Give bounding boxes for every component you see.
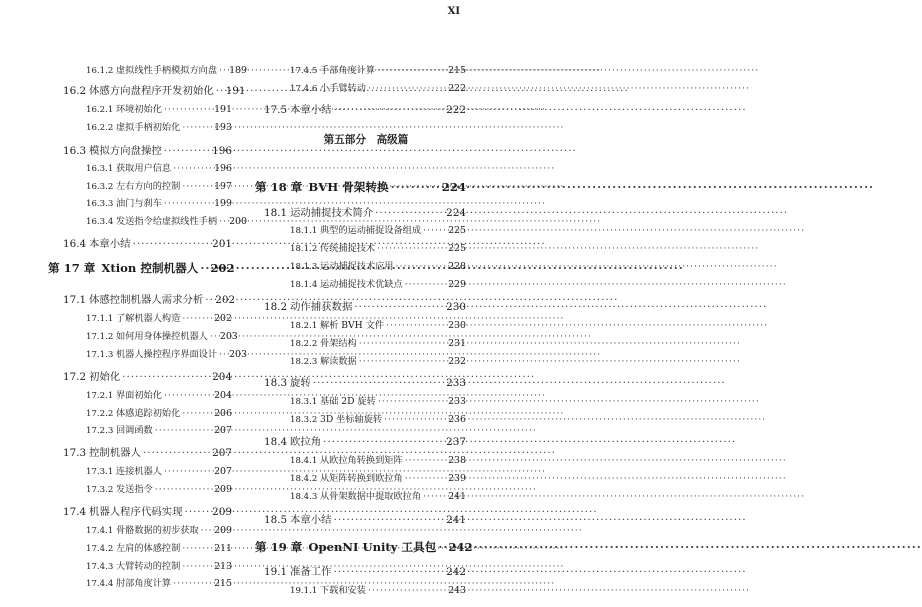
toc-entry-number: 18.1 [264,207,288,219]
toc-entry-18[interactable] [255,181,466,194]
toc-entry-page: 211 [214,543,232,554]
toc-entry-title: 肘部角度计算 [116,578,172,589]
toc-entry-17-2-2[interactable] [86,407,232,421]
toc-entry-17-4-2[interactable] [86,542,232,556]
dot-leader [216,85,224,98]
toc-entry-18-2-1[interactable] [290,319,466,333]
toc-entry-18-5[interactable] [264,514,466,527]
dot-leader [182,407,212,420]
toc-entry-title: 控制机器人 [89,447,141,459]
toc-entry-18-3[interactable] [264,377,466,390]
toc-entry-number: 18.2.2 [290,339,318,349]
toc-entry-17-5[interactable] [264,104,466,117]
toc-entry-page: 196 [214,163,232,174]
toc-entry-number: 18.1.3 [290,262,318,272]
toc-entry-page: 228 [448,261,466,272]
toc-entry-page: 213 [214,561,232,572]
toc-entry-16-2[interactable] [63,85,246,98]
toc-entry-number: 第 18 章 [255,180,303,194]
toc-entry-17-2-3[interactable] [86,424,232,438]
dot-leader [164,197,212,210]
toc-entry-18-2-2[interactable] [290,337,466,351]
toc-entry-number: 17.5 [264,104,288,116]
dot-leader [323,436,444,449]
toc-entry-page: 202 [214,313,232,324]
toc-entry-title: 基础 2D 旋转 [320,396,376,407]
toc-entry-title: 回调函数 [116,425,153,436]
toc-entry-title: OpenNI Unity 工具包 [308,540,437,554]
toc-entry-number: 18.4 [264,436,288,448]
toc-entry-title: 环境初始化 [116,104,162,115]
toc-entry-title: 界面初始化 [116,390,162,401]
toc-entry-number: 18.2.1 [290,321,318,331]
dot-leader [313,377,444,390]
toc-entry-number: 第 19 章 [255,540,303,554]
toc-entry-page: 202 [215,294,236,306]
toc-entry-16-3-2[interactable] [86,180,232,194]
part-heading: 第五部分 高级篇 [323,134,409,146]
toc-entry-number: 18.1.1 [290,226,318,236]
toc-entry-number: 18.4.3 [290,492,318,502]
toc-entry-number: 17.4 [63,506,87,518]
toc-entry-page: 236 [448,414,466,425]
toc-entry-title: 骨骼数据的初步获取 [116,525,199,536]
toc-entry-title: 初始化 [89,371,121,383]
toc-entry-number: 17.3.1 [86,467,114,477]
toc-entry-number: 17.1.3 [86,350,114,360]
toc-entry-number: 18.4.1 [290,456,318,466]
toc-entry-page: 242 [448,540,473,554]
toc-entry-18-1-2[interactable] [290,242,466,256]
toc-entry-page: 231 [448,338,466,349]
dot-leader [122,371,210,384]
toc-entry-17-2-1[interactable] [86,389,232,403]
toc-entry-number: 17.3 [63,447,87,459]
toc-entry-page: 242 [446,566,466,578]
toc-entry-number: 第 17 章 [48,261,96,275]
dot-leader [438,541,446,554]
toc-entry-number: 16.2.1 [86,105,114,115]
toc-entry-page: 225 [448,225,466,236]
toc-entry-page: 204 [214,390,232,401]
dot-leader [334,514,445,527]
dot-leader [405,278,446,291]
dot-leader [334,104,445,117]
toc-entry-18-1[interactable] [264,207,466,220]
toc-entry-17-4-1[interactable] [86,524,232,538]
toc-entry-number: 17.4.2 [86,544,114,554]
dot-leader [354,301,444,314]
toc-entry-19-1[interactable] [264,566,466,579]
dot-leader [155,424,212,437]
toc-entry-title: 从矩阵转换到欧拉角 [320,473,403,484]
toc-entry-page: 196 [212,145,232,157]
toc-entry-title: 左右方向的控制 [116,181,181,192]
dot-leader [334,566,445,579]
toc-entry-number: 18.5 [264,514,288,526]
toc-entry-page: 203 [229,349,247,360]
dot-leader [182,121,212,134]
dot-leader [173,162,212,175]
toc-entry-17-1-1[interactable] [86,312,232,326]
toc-entry-17-3[interactable] [63,447,232,460]
toc-entry-title: 虚拟手柄初始化 [116,122,181,133]
dot-leader [368,584,446,597]
toc-entry-title: 油门与刹车 [116,198,162,209]
toc-entry-18-1-3[interactable] [290,260,466,274]
toc-entry-17-1[interactable] [63,294,236,307]
toc-entry-number: 17.4.5 [290,66,318,76]
toc-entry-page: 191 [225,85,246,97]
toc-entry-page: 209 [214,525,232,536]
toc-entry-page: 209 [214,484,232,495]
toc-entry-page: 207 [214,425,232,436]
toc-entry-title: 如何用身体操控机器人 [116,331,208,342]
toc-entry-title: 解读数据 [320,356,357,367]
toc-entry-title: 体感追踪初始化 [116,408,181,419]
toc-entry-page: 197 [214,181,232,192]
dot-leader [210,330,218,343]
dot-leader [396,260,447,273]
toc-entry-title: 典型的运动捕捉设备组成 [320,225,422,236]
toc-entry-title: 发送指令给虚拟线性手柄 [116,216,218,227]
toc-entry-number: 16.3.2 [86,182,114,192]
toc-entry-page: 229 [448,279,466,290]
toc-entry-page: 239 [448,473,466,484]
toc-entry-page: 241 [448,491,466,502]
toc-entry-18-1-4[interactable] [290,278,466,292]
toc-entry-17-4-4[interactable] [86,577,232,591]
toc-entry-title: 左肩的体感控制 [116,543,181,554]
toc-entry-number: 17.3.2 [86,485,114,495]
toc-entry-page: 199 [214,198,232,209]
dot-leader [377,64,446,77]
dot-leader [377,242,446,255]
toc-entry-title: Xtion 控制机器人 [101,261,199,275]
toc-entry-19[interactable] [255,540,473,554]
toc-entry-17-1-3[interactable] [86,348,247,362]
toc-entry-page: 237 [446,436,466,448]
toc-entry-page: 209 [212,506,232,518]
toc-entry-number: 18.1.2 [290,244,318,254]
toc-entry-page: 215 [448,65,466,76]
toc-entry-page: 243 [448,585,466,596]
toc-entry-17-3-2[interactable] [86,483,232,497]
dot-leader [173,577,212,590]
toc-entry-title: 运动捕捉技术应用 [320,261,394,272]
toc-entry-18-4[interactable] [264,436,466,449]
dot-leader [384,413,446,426]
toc-entry-title: 运动捕捉技术优缺点 [320,279,403,290]
toc-entry-number: 17.1 [63,294,87,306]
toc-entry-17-4-6[interactable] [290,82,466,96]
dot-leader [219,348,227,361]
toc-entry-page: 206 [214,408,232,419]
toc-entry-16-4[interactable] [63,238,232,251]
dot-leader [378,395,446,408]
toc-entry-page: 202 [210,261,235,275]
toc-entry-title: 大臂转动的控制 [116,561,181,572]
toc-entry-title: 发送指令 [116,484,153,495]
toc-entry-page: 204 [212,371,232,383]
toc-entry-number: 16.3.1 [86,164,114,174]
toc-entry-16-1-2[interactable] [86,64,247,78]
toc-entry-page: 215 [214,578,232,589]
page-number: XI [447,6,460,17]
dot-leader [182,312,212,325]
toc-entry-title: 动作捕获数据 [290,301,353,313]
toc-entry-title: 本章小结 [290,514,332,526]
dot-leader [182,180,212,193]
dot-leader [182,542,212,555]
toc-entry-number: 18.2.3 [290,357,318,367]
toc-entry-title: 了解机器人构造 [116,313,181,324]
toc-entry-page: 200 [229,216,247,227]
toc-entry-page: 189 [229,65,247,76]
toc-entry-18-4-1[interactable] [290,454,466,468]
dot-leader [375,207,444,220]
toc-entry-title: 旋转 [290,377,311,389]
toc-entry-title: 手部角度计算 [320,65,376,76]
dot-leader [368,82,446,95]
toc-entry-17-2[interactable] [63,371,232,384]
toc-entry-17-4-5[interactable] [290,64,466,78]
toc-entry-number: 17.2.3 [86,426,114,436]
toc-entry-number: 16.3 [63,145,87,157]
toc-entry-number: 19.1 [264,566,288,578]
toc-entry-number: 17.4.4 [86,579,114,589]
dot-leader [423,490,446,503]
toc-entry-18-3-1[interactable] [290,395,466,409]
dot-leader [359,355,446,368]
toc-entry-page: 193 [214,122,232,133]
toc-entry-number: 18.3.1 [290,397,318,407]
toc-entry-16-2-2[interactable] [86,121,232,135]
toc-entry-number: 17.2.2 [86,409,114,419]
toc-entry-number: 18.4.2 [290,474,318,484]
toc-entry-page: 207 [212,447,232,459]
toc-entry-page: 203 [219,331,238,342]
toc-entry-title: 体感控制机器人需求分析 [89,294,204,306]
toc-entry-page: 230 [446,301,466,313]
toc-entry-18-1-1[interactable] [290,224,466,238]
dot-leader [219,215,227,228]
toc-entry-number: 16.2.2 [86,123,114,133]
toc-entry-page: 207 [214,466,232,477]
toc-entry-16-3[interactable] [63,145,232,158]
dot-leader [164,389,212,402]
toc-entry-title: 准备工作 [290,566,332,578]
toc-entry-title: 欧拉角 [290,436,322,448]
toc-entry-number: 17.4.1 [86,526,114,536]
dot-leader [164,465,212,478]
dot-leader [405,472,446,485]
toc-entry-page: 201 [212,238,232,250]
toc-entry-title: 本章小结 [290,104,332,116]
toc-entry-number: 18.2 [264,301,288,313]
dot-leader [359,337,446,350]
toc-entry-title: 体感方向盘程序开发初始化 [89,85,214,97]
toc-entry-number: 17.1.1 [86,314,114,324]
dot-leader [182,560,212,573]
dot-leader [391,181,440,194]
toc-entry-18-2-3[interactable] [290,355,466,369]
toc-entry-title: 机器人操控程序界面设计 [116,349,218,360]
toc-entry-number: 17.4.6 [290,84,318,94]
toc-entry-number: 16.3.4 [86,217,114,227]
toc-entry-17-3-1[interactable] [86,465,232,479]
toc-entry-page: 233 [448,396,466,407]
toc-entry-number: 17.1.2 [86,332,114,342]
toc-entry-page: 224 [441,180,466,194]
toc-entry-number: 17.2.1 [86,391,114,401]
toc-entry-page: 191 [214,104,232,115]
dot-leader [205,294,213,307]
toc-entry-page: 233 [446,377,466,389]
toc-entry-title: 本章小结 [89,238,131,250]
toc-entry-page: 241 [446,514,466,526]
toc-entry-page: 222 [448,83,466,94]
toc-entry-number: 19.1.1 [290,586,318,596]
toc-entry-title: 下载和安装 [320,585,366,596]
toc-entry-16-3-4[interactable] [86,215,247,229]
toc-entry-page: 225 [448,243,466,254]
toc-entry-page: 238 [448,455,466,466]
toc-entry-title: 骨架结构 [320,338,357,349]
toc-entry-title: 连接机器人 [116,466,162,477]
toc-entry-title: 3D 坐标轴旋转 [320,414,383,425]
toc-entry-page: 224 [446,207,466,219]
dot-leader [164,145,210,158]
dot-leader [133,238,211,251]
dot-leader [405,454,446,467]
toc-entry-title: BVH 骨架转换 [308,180,389,194]
toc-entry-18-3-2[interactable] [290,413,466,427]
toc-entry-17[interactable] [48,261,235,275]
toc-entry-number: 16.1.2 [86,66,114,76]
toc-entry-number: 16.2 [63,85,87,97]
toc-entry-title: 从欧拉角转换到矩阵 [320,455,403,466]
toc-entry-17-1-2[interactable] [86,330,238,344]
toc-entry-title: 小手臂转动 [320,83,366,94]
toc-entry-title: 运动捕捉技术简介 [290,207,374,219]
toc-entry-19-1-1[interactable] [290,584,466,598]
toc-entry-number: 18.3.2 [290,415,318,425]
toc-entry-number: 18.3 [264,377,288,389]
dot-leader [386,319,446,332]
toc-entry-17-4[interactable] [63,506,232,519]
toc-entry-number: 16.3.3 [86,199,114,209]
dot-leader [164,103,212,116]
dot-leader [143,447,210,460]
toc-entry-number: 17.4.3 [86,562,114,572]
toc-entry-number: 17.2 [63,371,87,383]
dot-leader [185,506,211,519]
toc-entry-17-4-3[interactable] [86,560,232,574]
toc-entry-number: 16.4 [63,238,87,250]
toc-entry-title: 传统捕捉技术 [320,243,376,254]
dot-leader [200,262,208,275]
toc-entry-18-2[interactable] [264,301,466,314]
toc-entry-16-3-3[interactable] [86,197,232,211]
toc-entry-page: 230 [448,320,466,331]
toc-entry-page: 232 [448,356,466,367]
toc-entry-18-4-3[interactable] [290,490,466,504]
toc-entry-title: 机器人程序代码实现 [89,506,183,518]
toc-entry-18-4-2[interactable] [290,472,466,486]
toc-entry-16-2-1[interactable] [86,103,232,117]
dot-leader [423,224,446,237]
toc-entry-title: 虚拟线性手柄模拟方向盘 [116,65,218,76]
dot-leader [219,64,227,77]
toc-entry-16-3-1[interactable] [86,162,232,176]
toc-entry-page: 222 [446,104,466,116]
dot-leader [155,483,212,496]
toc-entry-title: 从骨架数据中提取欧拉角 [320,491,422,502]
toc-entry-title: 解析 BVH 文件 [320,320,384,331]
toc-entry-title: 模拟方向盘操控 [89,145,162,157]
dot-leader [201,524,212,537]
toc-entry-title: 获取用户信息 [116,163,172,174]
toc-entry-number: 18.1.4 [290,280,318,290]
